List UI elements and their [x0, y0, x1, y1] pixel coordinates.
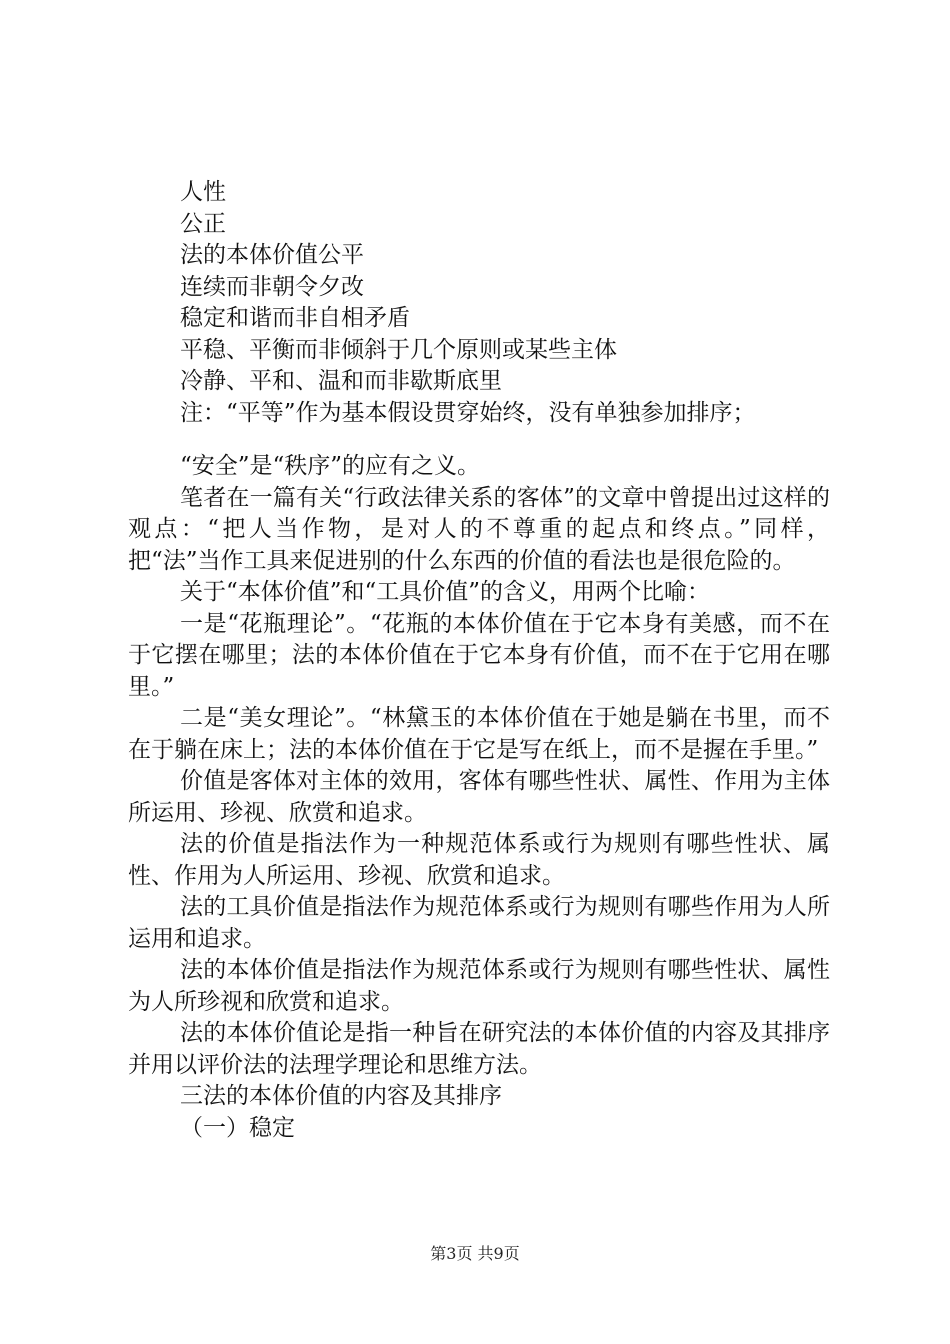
paragraph: 法的本体价值是指法作为规范体系或行为规则有哪些性状、属性为人所珍视和欣赏和追求。 — [128, 957, 830, 1015]
paragraph: 关于“本体价值”和“工具价值”的含义，用两个比喻： — [180, 579, 711, 605]
paragraph: 法的本体价值论是指一种旨在研究法的本体价值的内容及其排序并用以评价法的法理学理论和思维方法。 — [128, 1020, 830, 1078]
list-line: 公正 — [180, 210, 226, 237]
paragraph: 价值是客体对主体的效用，客体有哪些性状、属性、作用为主体所运用、珍视、欣赏和追求。 — [128, 768, 830, 826]
paragraph: “安全”是“秩序”的应有之义。 — [180, 453, 481, 479]
paragraph: 一是“花瓶理论”。“花瓶的本体价值在于它本身有美感，而不在于它摆在哪里；法的本体价值在于它本身有价值，而不在于它用在哪里。” — [128, 610, 830, 700]
value-list — [128, 177, 830, 429]
subsection-heading: （一）稳定 — [180, 1114, 295, 1141]
paragraph: 二是“美女理论”。“林黛玉的本体价值在于她是躺在书里，而不在于躺在床上；法的本体价值在于它是写在纸上，而不是握在手里。” — [128, 705, 830, 763]
list-line: 平稳、平衡而非倾斜于几个原则或某些主体 — [180, 336, 617, 363]
paragraph: 法的工具价值是指法作为规范体系或行为规则有哪些作用为人所运用和追求。 — [128, 894, 830, 952]
list-line: 人性 — [180, 179, 226, 205]
page-footer — [0, 1244, 950, 1264]
list-line: 稳定和谐而非自相矛盾 — [180, 305, 410, 331]
note-line: 注：“平等”作为基本假设贯穿始终，没有单独参加排序； — [180, 399, 756, 426]
paragraph: 法的价值是指法作为一种规范体系或行为规则有哪些性状、属性、作用为人所运用、珍视、欣赏和追求。 — [128, 831, 830, 889]
list-line: 连续而非朝令夕改 — [180, 273, 364, 300]
body-text — [128, 451, 830, 1144]
list-line: 法的本体价值公平 — [180, 242, 364, 268]
paragraph: 笔者在一篇有关“行政法律关系的客体”的文章中曾提出过这样的观点：“把人当作物，是对人的不尊重的起点和终点。”同样，把“法”当作工具来促进别的什么东西的价值的看法也是很危险的。 — [128, 484, 830, 574]
list-line: 冷静、平和、温和而非歇斯底里 — [180, 368, 502, 394]
page-number: 第3页 共9页 — [430, 1244, 520, 1263]
section-heading: 三法的本体价值的内容及其排序 — [180, 1083, 502, 1109]
